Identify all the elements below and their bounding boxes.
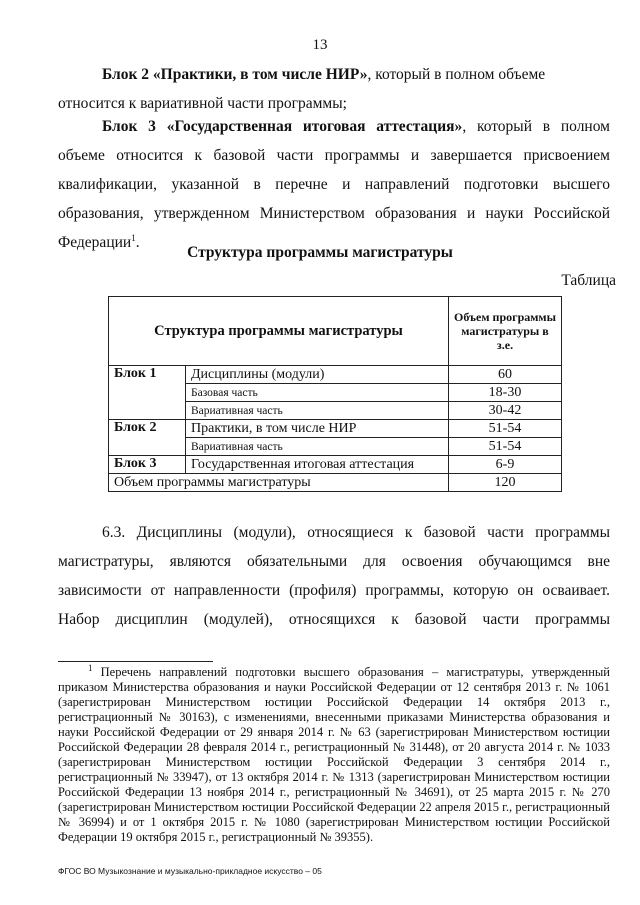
row-value: 30-42 <box>449 402 562 420</box>
block-cell: Блок 2 <box>109 420 186 456</box>
total-label: Объем программы магистратуры <box>109 474 449 492</box>
block-cell: Блок 1 <box>109 366 186 420</box>
header-structure: Структура программы магистратуры <box>109 297 449 366</box>
header-volume: Объем программы магистратуры в з.е. <box>449 297 562 366</box>
row-value: 18-30 <box>449 384 562 402</box>
paragraph-6-3: 6.3. Дисциплины (модули), относящиеся к базовой части программы магистратуры, являются обязательными для освоения обучающимся вне зависимости от направленности (профиля) программы, которую он осваивает. Набор дисциплин (модулей), относящихся к базовой части программы <box>58 524 610 628</box>
block3-paragraph <box>58 112 610 257</box>
row-value: 6-9 <box>449 456 562 474</box>
block2-text: , который в полном объеме относится к вариативной части программы; <box>58 66 546 112</box>
page-footer: ФГОС ВО Музыкознание и музыкально-прикладное искусство – 05 <box>58 866 322 876</box>
table-label: Таблица <box>561 272 616 289</box>
footnote-reference[interactable]: 1 <box>131 232 136 243</box>
block-cell: Блок 3 <box>109 456 186 474</box>
row-name: Вариативная часть <box>186 402 449 420</box>
footnote-divider <box>58 661 213 662</box>
table-row <box>109 366 562 384</box>
row-name: Практики, в том числе НИР <box>186 420 449 438</box>
row-value: 51-54 <box>449 438 562 456</box>
row-value: 51-54 <box>449 420 562 438</box>
page-number: 13 <box>312 37 328 53</box>
table-total-row <box>109 474 562 492</box>
block2-title: Блок 2 «Практики, в том числе НИР» <box>102 66 368 83</box>
footnote-number: 1 <box>88 662 93 673</box>
table-row <box>109 456 562 474</box>
block2-paragraph <box>58 60 610 118</box>
table-row <box>109 420 562 438</box>
footnote <box>58 662 611 845</box>
total-value: 120 <box>449 474 562 492</box>
footnote-text: Перечень направлений подготовки высшего образования – магистратуры, утвержденный приказом Министерства образования и науки Российской Федерации от 12 сентября 2013 г. № 1061 (зарегистрирован Министерством юстиции Российской Федерации 14 октября 2013 г., регистрационный № 30163), с изменениями, внесенными приказами Министерства образования и науки Российской Федерации от 29 января 2014 г. № 63 (зарегистрирован Министерством юстиции Российской Федерации 28 февраля 2014 г., регистрационный № 31448), от 20 августа 2014 г. № 1033 (зарегистрирован Министерством юстиции Российской Федерации 3 сентября 2014 г., регистрационный № 33947), от 13 октября 2014 г. № 1313 (зарегистрирован Министерством юстиции Российской Федерации 13 ноября 2014 г., регистрационный № 34691), от 25 марта 2015 г. № 270 (зарегистрирован Министерством юстиции Российской Федерации 22 апреля 2015 г., регистрационный № 36994) и от 1 октября 2015 г. № 1080 (зарегистрирован Министерством юстиции Российской Федерации 19 октября 2015 г., регистрационный № 39355). <box>58 665 611 844</box>
row-name: Дисциплины (модули) <box>186 366 449 384</box>
program-structure-table <box>108 296 562 492</box>
block3-title: Блок 3 «Государственная итоговая аттестация» <box>102 118 463 135</box>
row-name: Вариативная часть <box>186 438 449 456</box>
table-header-row <box>109 297 562 366</box>
section-heading: Структура программы магистратуры <box>187 244 453 261</box>
row-name: Базовая часть <box>186 384 449 402</box>
row-value: 60 <box>449 366 562 384</box>
row-name: Государственная итоговая аттестация <box>186 456 449 474</box>
block3-text: , который в полном объеме относится к базовой части программы и завершается присвоением квалификации, указанной в перечне и направлений подготовки высшего образования, утвержденном Министерством образования и науки Российской Федерации <box>58 118 610 251</box>
block3-end: . <box>135 234 140 251</box>
